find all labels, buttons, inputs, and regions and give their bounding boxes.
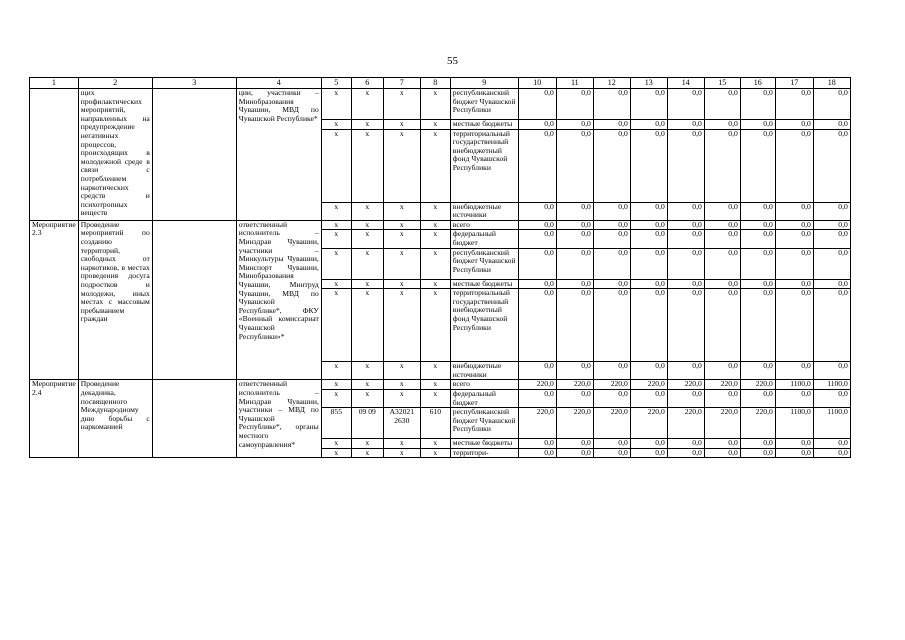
amount-cell: 0,0 <box>813 448 850 458</box>
amount-cell: 0,0 <box>740 230 775 248</box>
amount-cell: 0,0 <box>556 120 593 130</box>
amount-cell: 0,0 <box>518 362 556 380</box>
amount-cell: 0,0 <box>593 220 630 230</box>
funding-source: территориальный государственный внебюджетный фонд Чувашской Республики <box>450 289 518 362</box>
amount-cell: 0,0 <box>593 389 630 407</box>
budget-code-cell: x <box>420 439 450 449</box>
amount-cell: 0,0 <box>667 120 704 130</box>
budget-code-cell: x <box>420 448 450 458</box>
amount-cell: 0,0 <box>704 220 740 230</box>
budget-code-cell: 09 09 <box>351 408 383 439</box>
amount-cell: 220,0 <box>630 408 667 439</box>
amount-cell: 0,0 <box>813 389 850 407</box>
amount-cell: 220,0 <box>667 380 704 390</box>
amount-cell: 0,0 <box>518 248 556 279</box>
amount-cell: 0,0 <box>593 448 630 458</box>
executors: ции, участники – Минобразования Чувашии, МВД по Чувашской Республике* <box>236 89 321 221</box>
amount-cell: 0,0 <box>630 89 667 120</box>
funding-source: местные бюджеты <box>450 120 518 130</box>
amount-cell: 0,0 <box>775 89 813 120</box>
funding-source: федеральный бюджет <box>450 389 518 407</box>
amount-cell: 220,0 <box>740 408 775 439</box>
budget-code-cell: x <box>321 389 351 407</box>
amount-cell: 220,0 <box>593 380 630 390</box>
budget-code-cell: x <box>321 362 351 380</box>
budget-code-cell: x <box>351 220 383 230</box>
budget-code-cell: x <box>383 289 420 362</box>
column-number: 12 <box>593 78 630 89</box>
budget-code-cell: x <box>420 389 450 407</box>
amount-cell: 0,0 <box>518 448 556 458</box>
budget-code-cell: x <box>351 248 383 279</box>
amount-cell: 0,0 <box>704 89 740 120</box>
column-number: 2 <box>78 78 152 89</box>
amount-cell: 0,0 <box>630 248 667 279</box>
amount-cell: 0,0 <box>630 230 667 248</box>
amount-cell: 220,0 <box>704 408 740 439</box>
budget-code-cell: 855 <box>321 408 351 439</box>
amount-cell: 0,0 <box>593 89 630 120</box>
column-number: 9 <box>450 78 518 89</box>
budget-code-cell: x <box>420 380 450 390</box>
budget-code-cell: x <box>321 120 351 130</box>
amount-cell: 0,0 <box>593 248 630 279</box>
budget-code-cell: x <box>321 202 351 220</box>
amount-cell: 0,0 <box>556 129 593 202</box>
amount-cell: 0,0 <box>813 439 850 449</box>
amount-cell: 0,0 <box>593 289 630 362</box>
amount-cell: 0,0 <box>704 129 740 202</box>
column-number: 1 <box>30 78 79 89</box>
amount-cell: 0,0 <box>813 89 850 120</box>
budget-code-cell: x <box>383 448 420 458</box>
funding-source: республиканский бюджет Чувашской Республики <box>450 408 518 439</box>
amount-cell: 0,0 <box>593 202 630 220</box>
amount-cell: 220,0 <box>593 408 630 439</box>
amount-cell: 0,0 <box>740 120 775 130</box>
amount-cell: 0,0 <box>740 129 775 202</box>
budget-code-cell: x <box>383 389 420 407</box>
measure-name: щих профилактических мероприятий, направленных на предупреждение негативных процессов, происходящих в молодежной среде в связи с потреблением наркотических средств и психотропных веществ <box>78 89 152 221</box>
budget-code-cell: x <box>383 120 420 130</box>
column-number: 17 <box>775 78 813 89</box>
budget-code-cell: x <box>321 220 351 230</box>
amount-cell: 0,0 <box>556 202 593 220</box>
funding-source: местные бюджеты <box>450 439 518 449</box>
amount-cell: 0,0 <box>593 362 630 380</box>
executors: ответственный исполнитель – Минздрав Чувашии, участники – Минкультуры Чувашии, Минспорт Чувашии, Минобразования Чувашии, Минтруд Чувашии, МВД по Чувашской Республике*, ФКУ «Военный комиссариат Чувашской Республики»* <box>236 220 321 380</box>
budget-code-cell: x <box>321 89 351 120</box>
budget-code-cell: x <box>351 389 383 407</box>
amount-cell: 0,0 <box>813 230 850 248</box>
funding-source: местные бюджеты <box>450 279 518 289</box>
amount-cell: 0,0 <box>775 279 813 289</box>
amount-cell: 0,0 <box>518 279 556 289</box>
amount-cell: 0,0 <box>704 202 740 220</box>
amount-cell: 0,0 <box>704 279 740 289</box>
funding-source: внебюджетные источники <box>450 202 518 220</box>
amount-cell: 0,0 <box>704 230 740 248</box>
funding-source: республиканский бюджет Чувашской Республики <box>450 248 518 279</box>
amount-cell: 0,0 <box>667 448 704 458</box>
budget-code-cell: x <box>420 120 450 130</box>
amount-cell: 0,0 <box>518 202 556 220</box>
amount-cell: 0,0 <box>630 120 667 130</box>
budget-code-cell: А32021 2630 <box>383 408 420 439</box>
amount-cell: 0,0 <box>593 129 630 202</box>
amount-cell: 0,0 <box>740 248 775 279</box>
budget-code-cell: x <box>420 230 450 248</box>
amount-cell: 220,0 <box>667 408 704 439</box>
amount-cell: 0,0 <box>556 248 593 279</box>
column-number: 5 <box>321 78 351 89</box>
budget-code-cell: x <box>383 362 420 380</box>
page-number: 55 <box>447 55 458 67</box>
amount-cell: 220,0 <box>556 380 593 390</box>
table-row <box>30 89 851 120</box>
budget-table <box>29 77 851 458</box>
funding-source: территориальный государственный внебюджетный фонд Чувашской Республики <box>450 129 518 202</box>
amount-cell: 0,0 <box>518 120 556 130</box>
amount-cell: 0,0 <box>775 448 813 458</box>
funding-source: федеральный бюджет <box>450 230 518 248</box>
budget-code-cell: x <box>321 439 351 449</box>
amount-cell: 0,0 <box>740 389 775 407</box>
amount-cell: 0,0 <box>518 129 556 202</box>
budget-code-cell: x <box>383 202 420 220</box>
amount-cell: 0,0 <box>518 389 556 407</box>
amount-cell: 0,0 <box>813 279 850 289</box>
amount-cell: 0,0 <box>518 89 556 120</box>
amount-cell: 0,0 <box>813 129 850 202</box>
header-row <box>30 78 851 89</box>
budget-code-cell: x <box>321 248 351 279</box>
amount-cell: 0,0 <box>775 230 813 248</box>
amount-cell: 0,0 <box>667 129 704 202</box>
amount-cell: 220,0 <box>630 380 667 390</box>
amount-cell: 0,0 <box>630 439 667 449</box>
amount-cell: 0,0 <box>556 389 593 407</box>
amount-cell: 0,0 <box>556 362 593 380</box>
budget-code-cell: x <box>321 448 351 458</box>
budget-code-cell: x <box>321 279 351 289</box>
amount-cell: 0,0 <box>740 89 775 120</box>
budget-code-cell: x <box>383 248 420 279</box>
amount-cell: 1100,0 <box>813 380 850 390</box>
column-number: 18 <box>813 78 850 89</box>
amount-cell: 0,0 <box>556 279 593 289</box>
budget-code-cell: x <box>351 202 383 220</box>
amount-cell: 0,0 <box>556 89 593 120</box>
funding-source: всего <box>450 380 518 390</box>
amount-cell: 0,0 <box>667 279 704 289</box>
column-number: 11 <box>556 78 593 89</box>
amount-cell: 0,0 <box>667 362 704 380</box>
amount-cell: 0,0 <box>667 248 704 279</box>
column-number: 6 <box>351 78 383 89</box>
measure-code <box>30 89 79 221</box>
amount-cell: 0,0 <box>775 248 813 279</box>
amount-cell: 0,0 <box>556 289 593 362</box>
amount-cell: 0,0 <box>630 202 667 220</box>
amount-cell: 0,0 <box>813 289 850 362</box>
amount-cell: 0,0 <box>775 289 813 362</box>
amount-cell: 0,0 <box>704 289 740 362</box>
measure-col3 <box>152 220 236 380</box>
budget-code-cell: x <box>383 230 420 248</box>
amount-cell: 0,0 <box>775 202 813 220</box>
amount-cell: 0,0 <box>556 448 593 458</box>
amount-cell: 0,0 <box>556 439 593 449</box>
amount-cell: 0,0 <box>593 120 630 130</box>
amount-cell: 0,0 <box>667 389 704 407</box>
measure-name: Проведение декадника, посвященного Международному дню борьбы с наркоманией <box>78 380 152 458</box>
amount-cell: 0,0 <box>775 439 813 449</box>
column-number: 10 <box>518 78 556 89</box>
amount-cell: 0,0 <box>593 230 630 248</box>
amount-cell: 0,0 <box>667 230 704 248</box>
budget-code-cell: x <box>351 289 383 362</box>
executors: ответственный исполнитель – Минздрав Чувашии, участники – МВД по Чувашской Республике*, органы местного самоуправления* <box>236 380 321 458</box>
amount-cell: 0,0 <box>740 202 775 220</box>
amount-cell: 220,0 <box>704 380 740 390</box>
column-number: 14 <box>667 78 704 89</box>
budget-code-cell: x <box>321 129 351 202</box>
amount-cell: 0,0 <box>593 279 630 289</box>
amount-cell: 0,0 <box>740 220 775 230</box>
column-number: 13 <box>630 78 667 89</box>
amount-cell: 0,0 <box>667 289 704 362</box>
budget-code-cell: x <box>420 89 450 120</box>
budget-code-cell: x <box>420 220 450 230</box>
amount-cell: 0,0 <box>704 362 740 380</box>
amount-cell: 0,0 <box>740 448 775 458</box>
amount-cell: 0,0 <box>775 389 813 407</box>
budget-code-cell: x <box>351 362 383 380</box>
amount-cell: 220,0 <box>740 380 775 390</box>
amount-cell: 0,0 <box>704 448 740 458</box>
budget-code-cell: x <box>351 448 383 458</box>
column-number: 8 <box>420 78 450 89</box>
measure-name: Проведение мероприятий по созданию территорий, свободных от наркотиков, в местах проведения досуга подростков и молодежи, иных местах с массовым пребыванием граждан <box>78 220 152 380</box>
measure-code: Мероприятие 2.3 <box>30 220 79 380</box>
budget-code-cell: x <box>420 202 450 220</box>
amount-cell: 0,0 <box>813 202 850 220</box>
budget-code-cell: x <box>383 439 420 449</box>
amount-cell: 220,0 <box>518 408 556 439</box>
amount-cell: 0,0 <box>704 439 740 449</box>
amount-cell: 0,0 <box>518 220 556 230</box>
amount-cell: 0,0 <box>556 220 593 230</box>
measure-code: Мероприятие 2.4 <box>30 380 79 458</box>
amount-cell: 0,0 <box>740 279 775 289</box>
budget-code-cell: 610 <box>420 408 450 439</box>
amount-cell: 0,0 <box>775 120 813 130</box>
amount-cell: 220,0 <box>556 408 593 439</box>
amount-cell: 0,0 <box>740 439 775 449</box>
budget-code-cell: x <box>351 279 383 289</box>
column-number: 15 <box>704 78 740 89</box>
amount-cell: 0,0 <box>667 89 704 120</box>
amount-cell: 0,0 <box>630 448 667 458</box>
amount-cell: 0,0 <box>813 248 850 279</box>
amount-cell: 220,0 <box>518 380 556 390</box>
amount-cell: 0,0 <box>630 279 667 289</box>
amount-cell: 0,0 <box>813 362 850 380</box>
amount-cell: 0,0 <box>593 439 630 449</box>
table-row <box>30 380 851 390</box>
budget-code-cell: x <box>351 439 383 449</box>
budget-code-cell: x <box>383 89 420 120</box>
budget-code-cell: x <box>351 380 383 390</box>
amount-cell: 0,0 <box>630 129 667 202</box>
amount-cell: 0,0 <box>630 289 667 362</box>
budget-code-cell: x <box>351 89 383 120</box>
amount-cell: 0,0 <box>775 129 813 202</box>
measure-col3 <box>152 380 236 458</box>
column-number: 4 <box>236 78 321 89</box>
amount-cell: 0,0 <box>704 248 740 279</box>
budget-code-cell: x <box>321 289 351 362</box>
budget-code-cell: x <box>351 120 383 130</box>
budget-code-cell: x <box>321 380 351 390</box>
amount-cell: 0,0 <box>813 220 850 230</box>
amount-cell: 0,0 <box>630 220 667 230</box>
funding-source: всего <box>450 220 518 230</box>
funding-source: территори- <box>450 448 518 458</box>
amount-cell: 1100,0 <box>775 408 813 439</box>
budget-code-cell: x <box>383 129 420 202</box>
amount-cell: 1100,0 <box>775 380 813 390</box>
amount-cell: 0,0 <box>704 389 740 407</box>
amount-cell: 0,0 <box>630 389 667 407</box>
budget-code-cell: x <box>321 230 351 248</box>
budget-code-cell: x <box>420 279 450 289</box>
table-row <box>30 220 851 230</box>
measure-col3 <box>152 89 236 221</box>
amount-cell: 0,0 <box>775 220 813 230</box>
budget-code-cell: x <box>420 129 450 202</box>
budget-code-cell: x <box>420 289 450 362</box>
funding-source: республиканский бюджет Чувашской Республики <box>450 89 518 120</box>
amount-cell: 0,0 <box>518 230 556 248</box>
budget-code-cell: x <box>351 129 383 202</box>
amount-cell: 0,0 <box>556 230 593 248</box>
amount-cell: 0,0 <box>813 120 850 130</box>
budget-code-cell: x <box>420 362 450 380</box>
budget-code-cell: x <box>383 380 420 390</box>
column-number: 3 <box>152 78 236 89</box>
column-number: 16 <box>740 78 775 89</box>
amount-cell: 0,0 <box>667 439 704 449</box>
budget-code-cell: x <box>383 279 420 289</box>
amount-cell: 0,0 <box>775 362 813 380</box>
amount-cell: 0,0 <box>667 220 704 230</box>
column-number: 7 <box>383 78 420 89</box>
amount-cell: 1100,0 <box>813 408 850 439</box>
amount-cell: 0,0 <box>518 289 556 362</box>
amount-cell: 0,0 <box>740 289 775 362</box>
budget-code-cell: x <box>420 248 450 279</box>
amount-cell: 0,0 <box>704 120 740 130</box>
amount-cell: 0,0 <box>667 202 704 220</box>
amount-cell: 0,0 <box>518 439 556 449</box>
budget-code-cell: x <box>351 230 383 248</box>
amount-cell: 0,0 <box>630 362 667 380</box>
amount-cell: 0,0 <box>740 362 775 380</box>
funding-source: внебюджетные источники <box>450 362 518 380</box>
budget-code-cell: x <box>383 220 420 230</box>
